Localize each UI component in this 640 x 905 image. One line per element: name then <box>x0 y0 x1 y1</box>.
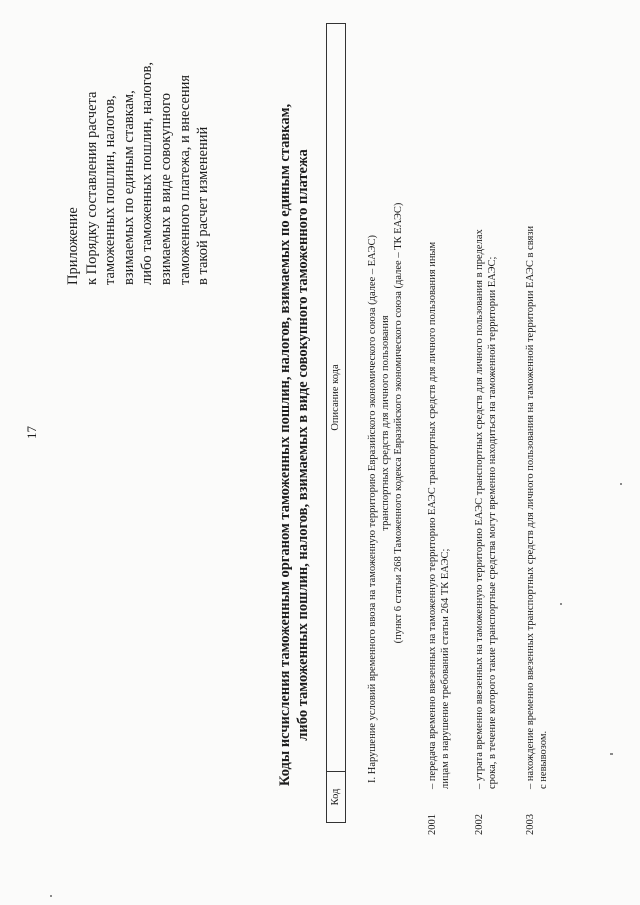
appendix-line: Приложение <box>65 207 81 285</box>
appendix-line: таможенного платежа, и внесения <box>176 74 193 285</box>
section-line-1: I. Нарушение условий временного ввоза на таможенную территорию Евразийского экономического союза (далее – ЕАЭС) <box>367 235 378 783</box>
appendix-note <box>64 15 213 285</box>
title-line-2: либо таможенных пошлин, налогов, взимаемых в виде совокупного таможенного платежа <box>295 149 311 741</box>
scan-speck <box>620 483 622 485</box>
codes-table <box>326 23 549 835</box>
row-desc-line: – нахождение временно ввезенных транспортных средств для личного пользования на таможенной территории ЕАЭС в связи <box>525 225 536 789</box>
header-description: Описание кода <box>330 364 341 431</box>
scan-speck <box>610 753 613 755</box>
title-line-1: Коды исчисления таможенным органом таможенных пошлин, налогов, взимаемых по единым ставкам, <box>277 103 293 787</box>
scan-speck <box>560 603 562 605</box>
table-row <box>473 15 499 835</box>
row-code: 2002 <box>474 814 485 835</box>
page-number: 17 <box>24 426 39 439</box>
appendix-line: либо таможенных пошлин, налогов, <box>139 62 156 285</box>
section-line-2: транспортных средств для личного пользования <box>380 315 391 531</box>
appendix-line: к Порядку составления расчета <box>83 91 100 285</box>
row-code: 2001 <box>427 814 438 835</box>
table-row <box>426 15 452 835</box>
section-heading <box>366 23 405 823</box>
document-title <box>276 25 312 865</box>
row-description <box>473 15 499 789</box>
row-desc-line: срока, в течение которого такие транспортные средства могут временно находиться на таможенной территории ЕАЭС; <box>487 256 498 789</box>
row-desc-line: – утрата временно ввезенных на таможенную территорию ЕАЭС транспортных средств для личного пользования в пределах <box>474 229 485 789</box>
row-code: 2003 <box>525 814 536 835</box>
row-description <box>524 15 550 789</box>
row-description <box>426 15 452 789</box>
header-code: Код <box>327 771 345 822</box>
appendix-line: взимаемых в виде совокупного <box>157 93 174 285</box>
scan-speck <box>50 895 52 897</box>
row-desc-line: с невывозом. <box>538 730 549 789</box>
section-line-3: (пункт 6 статьи 268 Таможенного кодекса Евразийского экономического союза (далее – ТК ЕАЭС) <box>393 202 404 644</box>
appendix-line: взимаемых по единым ставкам, <box>120 90 137 285</box>
table-row <box>524 15 550 835</box>
appendix-line: таможенных пошлин, налогов, <box>102 95 119 285</box>
table-header <box>326 23 346 823</box>
row-desc-line: – передача временно ввезенных на таможенную территорию ЕАЭС транспортных средств для личного пользования иным <box>427 241 438 789</box>
row-desc-line: лицам в нарушение требований статьи 264 ТК ЕАЭС; <box>440 548 451 789</box>
appendix-line: в такой расчет изменений <box>195 126 212 285</box>
